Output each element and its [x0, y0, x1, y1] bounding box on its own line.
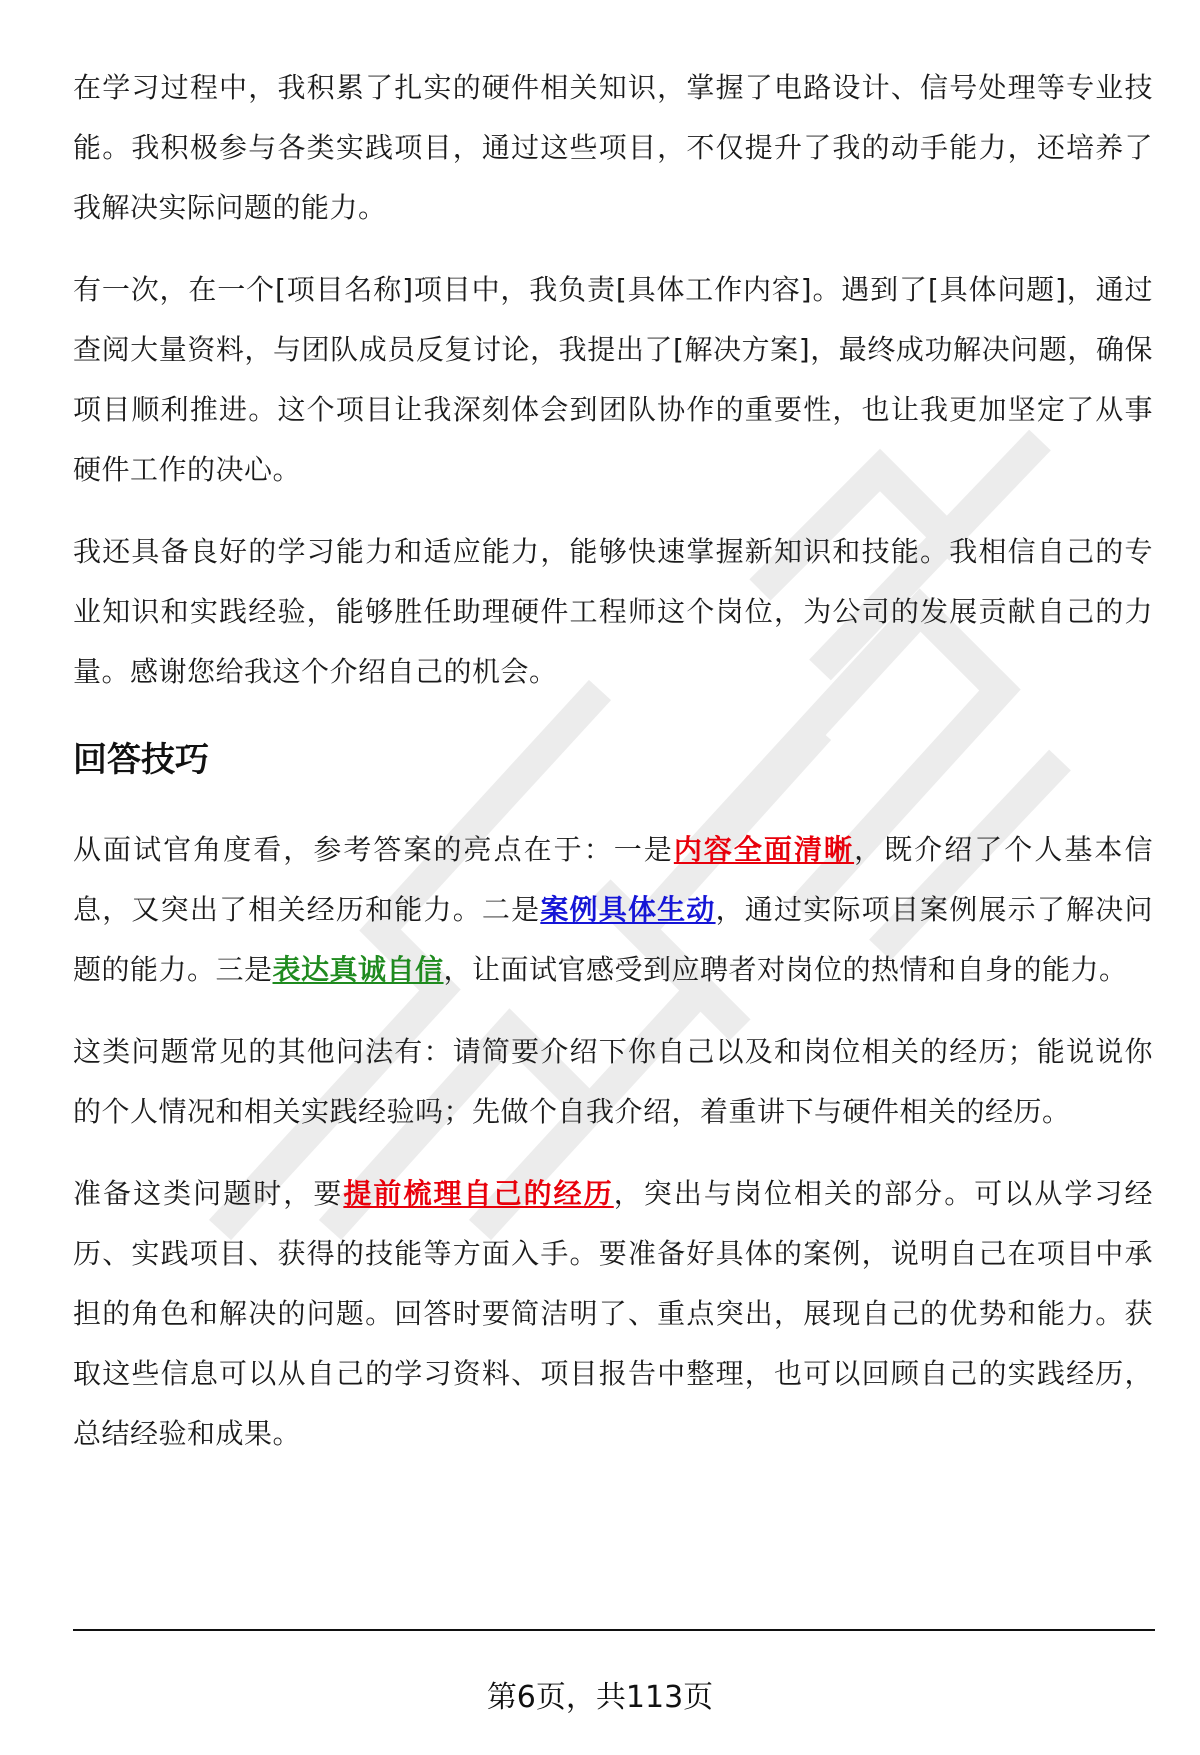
- highlighted-phrase: 提前梳理自己的经历: [343, 1177, 614, 1210]
- paragraph: [73, 58, 1153, 238]
- paragraph-text: ，既介绍了个人基本信息，又突出了相关经历和能力。二是: [73, 833, 1153, 926]
- paragraph-text: 我还具备良好的学习能力和适应能力，能够快速掌握新知识和技能。我相信自己的专业知识和实践经验，能够胜任助理硬件工程师这个岗位，为公司的发展贡献自己的力量。感谢您给我这个介绍自己的机会。: [73, 535, 1153, 688]
- document-page: [73, 58, 1153, 1486]
- page-number: 第6页，共113页: [486, 1680, 714, 1715]
- paragraph: [73, 260, 1153, 500]
- footer-divider: [73, 1629, 1155, 1631]
- highlighted-phrase: 内容全面清晰: [673, 833, 855, 866]
- paragraph-text: ，通过实际项目案例展示了解决问题的能力。三是: [73, 893, 1153, 986]
- paragraph: [73, 1022, 1153, 1142]
- paragraph-text: 从面试官角度看，参考答案的亮点在于：一是: [73, 833, 674, 866]
- paragraph-text: ，突出与岗位相关的部分。可以从学习经历、实践项目、获得的技能等方面入手。要准备好具体的案例，说明自己在项目中承担的角色和解决的问题。回答时要简洁明了、重点突出，展现自己的优势和能力。获取这些信息可以从自己的学习资料、项目报告中整理，也可以回顾自己的实践经历，总结经验和成果。: [73, 1177, 1153, 1450]
- paragraph-text: 这类问题常见的其他问法有：请简要介绍下你自己以及和岗位相关的经历；能说说你的个人情况和相关实践经验吗；先做个自我介绍，着重讲下与硬件相关的经历。: [73, 1035, 1153, 1128]
- highlighted-phrase: 表达真诚自信: [272, 953, 444, 986]
- paragraph-text: 有一次，在一个[项目名称]项目中，我负责[具体工作内容]。遇到了[具体问题]，通过查阅大量资料，与团队成员反复讨论，我提出了[解决方案]，最终成功解决问题，确保项目顺利推进。这个项目让我深刻体会到团队协作的重要性，也让我更加坚定了从事硬件工作的决心。: [73, 273, 1153, 486]
- paragraph-text: 准备这类问题时，要: [73, 1177, 344, 1210]
- paragraph: [73, 1164, 1153, 1464]
- paragraph: [73, 820, 1153, 1000]
- answer-section: [73, 58, 1153, 702]
- section-heading: 回答技巧: [73, 740, 209, 780]
- paragraph: [73, 522, 1153, 702]
- highlighted-phrase: 案例具体生动: [540, 893, 716, 926]
- paragraph-text: 在学习过程中，我积累了扎实的硬件相关知识，掌握了电路设计、信号处理等专业技能。我积极参与各类实践项目，通过这些项目，不仅提升了我的动手能力，还培养了我解决实际问题的能力。: [73, 71, 1153, 224]
- paragraph-text: ，让面试官感受到应聘者对岗位的热情和自身的能力。: [443, 953, 1128, 986]
- tips-section: [73, 820, 1153, 1464]
